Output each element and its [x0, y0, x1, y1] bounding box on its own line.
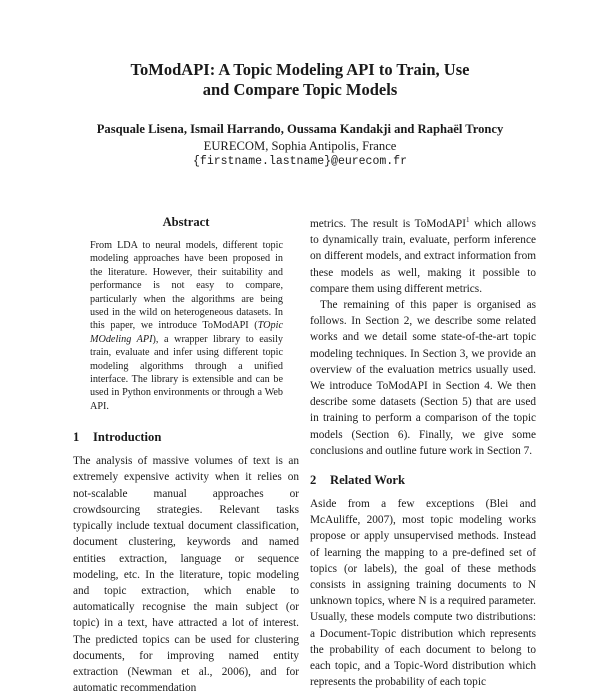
section-title: Related Work [330, 473, 405, 488]
section-number: 2 [310, 473, 317, 488]
affiliation: EURECOM, Sophia Antipolis, France [203, 139, 397, 153]
continuation-text-part1: metrics. The result is ToModAPI [310, 218, 466, 230]
section-heading-related-work [310, 472, 536, 488]
left-column [73, 214, 299, 696]
intro-continuation-paragraph [310, 216, 536, 297]
right-column [310, 216, 536, 690]
abstract-heading: Abstract [162, 215, 210, 229]
section-title: Introduction [93, 430, 162, 445]
section-heading-introduction [73, 429, 299, 445]
continuation-text-part2: which allows to dynamically train, evaluate, perform inference on different models, and extract information from these models as well, making it possible to compare them using different metrics. [310, 218, 536, 295]
title-line-1: ToModAPI: A Topic Modeling API to Train, Use [130, 60, 470, 79]
section-number: 1 [73, 430, 80, 445]
paper-title [60, 60, 540, 100]
abstract-text-part1: From LDA to neural models, different topic modeling approaches have been proposed in the literature. However, their suitability and performance is not easy to compare, particularly when the algorithms are being used in the wild on heterogeneous datasets. In this paper, we introduce ToModAPI ( [90, 240, 283, 332]
author-email: {firstname.lastname}@eurecom.fr [193, 155, 407, 168]
related-work-paragraph: Aside from a few exceptions (Blei and McAuliffe, 2007), most topic modeling works propose or apply unsupervised methods. Instead of learning the mapping to a pre-defined set of topics (or labels), the goal of these methods consists in assigning training documents to N unknown topics, where N is a required parameter. Usually, these models compute two distributions: a Document-Topic distribution which represents the probability of each document to belong to each topic, and a Topic-Word distribution which represents the probability of each topic [310, 498, 536, 689]
introduction-paragraph: The analysis of massive volumes of text is an extremely expensive activity when it relies on not-scalable manual approaches or crowdsourcing strategies. Relevant tasks typically include textual document classification, document clustering, keywords and named entities extraction, language or sequence modeling, etc. In the literature, topic modeling and topic extraction, which enable to automatically recognise the main subject (or topic) in a text, have attracted a lot of interest. The predicted topics can be used for clustering documents, for improving named entity extraction (Newman et al., 2006), and for automatic recommendation [73, 455, 299, 695]
outline-paragraph: The remaining of this paper is organised as follows. In Section 2, we describe some related works and we detail some state-of-the-art topic modeling techniques. In Section 3, we provide an overview of the evaluation metrics usually used. We introduce ToModAPI in Section 4. We then describe some datasets (Section 5) that are used in training to perform a comparison of the topic models (Section 6). Finally, we give some conclusions and outline future work in Section 7. [310, 299, 536, 457]
abstract-text-part2: ), a wrapper library to easily train, evaluate and infer using different topic modeling algorithms through a unified interface. The library is extensible and can be used in Python environments or through a Web API. [90, 333, 283, 412]
author-list: Pasquale Lisena, Ismail Harrando, Oussama Kandakji and Raphaël Troncy [96, 122, 504, 136]
abstract-text [90, 239, 283, 413]
footnote-marker: 1 [465, 216, 470, 225]
abstract-emphasis: TOpic MOdeling API [90, 320, 283, 345]
title-line-2: and Compare Topic Models [202, 80, 398, 99]
